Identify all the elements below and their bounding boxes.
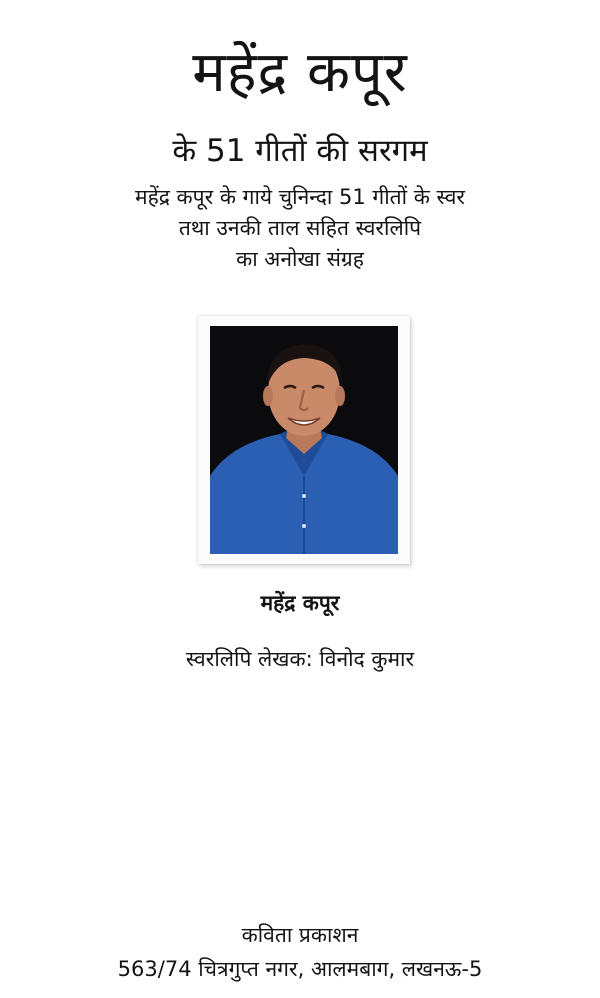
notation-author: स्वरलिपि लेखक: विनोद कुमार: [185, 647, 415, 671]
ear-left: [263, 386, 273, 406]
description-line-3: का अनोखा संग्रह: [236, 247, 364, 271]
description-line-2: तथा उनकी ताल सहित स्वरलिपि: [178, 216, 422, 240]
portrait-photo: [210, 326, 398, 554]
portrait-illustration: [210, 326, 398, 554]
photo-caption: महेंद्र कपूर: [260, 591, 340, 615]
shirt-button: [302, 524, 306, 528]
photo-frame: [198, 316, 410, 564]
book-subtitle: के 51 गीतों की सरगम: [172, 133, 428, 169]
shirt-button: [302, 494, 306, 498]
description-line-1: महेंद्र कपूर के गाये चुनिन्दा 51 गीतों के स्वर: [135, 185, 465, 209]
publisher-name: कविता प्रकाशन: [241, 923, 359, 947]
ear-right: [335, 386, 345, 406]
publisher-address: 563/74 चित्रगुप्त नगर, आलमबाग, लखनऊ-5: [117, 957, 483, 981]
book-title: महेंद्र कपूर: [192, 40, 408, 105]
